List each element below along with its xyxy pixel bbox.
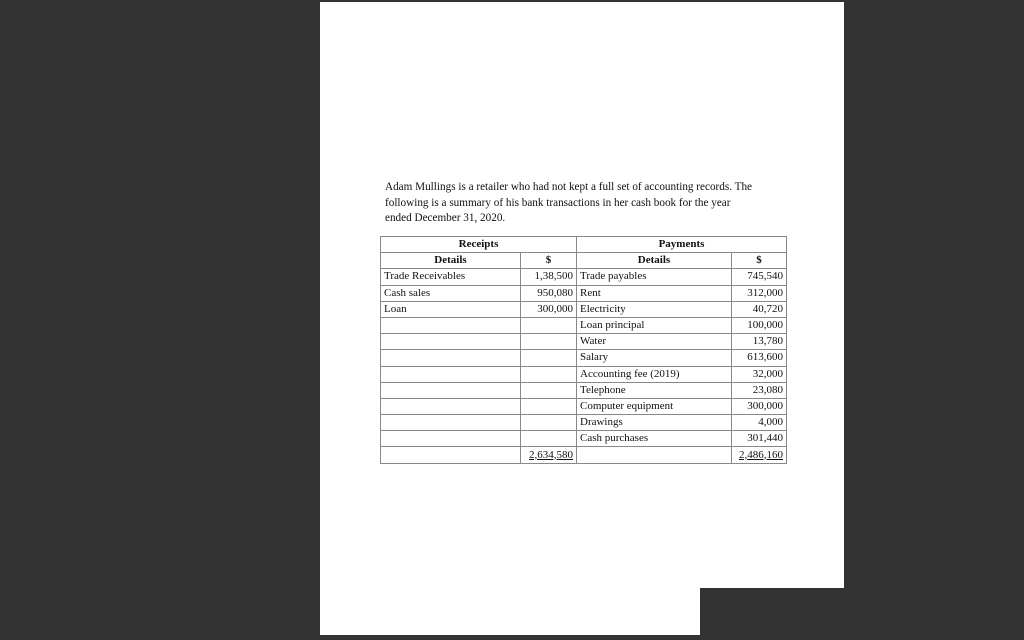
payment-detail: Computer equipment (577, 398, 732, 414)
table-row (381, 285, 787, 301)
table-row (381, 269, 787, 285)
column-header-row (381, 253, 787, 269)
payment-detail: Cash purchases (577, 431, 732, 447)
payment-detail: Salary (577, 350, 732, 366)
receipt-amount (521, 415, 577, 431)
payment-amount: 100,000 (732, 317, 787, 333)
receipts-details-header: Details (381, 253, 521, 269)
receipt-detail (381, 350, 521, 366)
receipts-currency-header: $ (521, 253, 577, 269)
payments-details-header: Details (577, 253, 732, 269)
payment-detail: Rent (577, 285, 732, 301)
payment-amount: 745,540 (732, 269, 787, 285)
receipt-detail (381, 334, 521, 350)
receipt-amount (521, 382, 577, 398)
receipt-detail (381, 382, 521, 398)
payment-amount: 4,000 (732, 415, 787, 431)
intro-line: Adam Mullings is a retailer who had not kept a full set of accounting records. The (385, 181, 753, 193)
payment-detail: Trade payables (577, 269, 732, 285)
receipt-amount (521, 350, 577, 366)
receipt-amount (521, 431, 577, 447)
payments-currency-header: $ (732, 253, 787, 269)
receipts-header: Receipts (381, 237, 577, 253)
table-row (381, 398, 787, 414)
receipt-amount: 1,38,500 (521, 269, 577, 285)
receipts-total-label (381, 447, 521, 463)
totals-row (381, 447, 787, 463)
receipt-amount (521, 398, 577, 414)
payments-total-label (577, 447, 732, 463)
table-row (381, 334, 787, 350)
payment-detail: Water (577, 334, 732, 350)
payment-amount: 13,780 (732, 334, 787, 350)
payment-detail: Telephone (577, 382, 732, 398)
table-row (381, 366, 787, 382)
receipt-detail (381, 366, 521, 382)
payment-amount: 40,720 (732, 301, 787, 317)
payments-header: Payments (577, 237, 787, 253)
payment-detail: Drawings (577, 415, 732, 431)
intro-paragraph (385, 180, 795, 227)
receipt-detail (381, 398, 521, 414)
document-page-lower (320, 588, 700, 635)
payment-amount: 312,000 (732, 285, 787, 301)
table-row (381, 415, 787, 431)
receipt-detail (381, 415, 521, 431)
cash-book-table (380, 236, 787, 464)
receipt-amount (521, 366, 577, 382)
table-row (381, 350, 787, 366)
intro-line: ended December 31, 2020. (385, 212, 506, 224)
receipt-detail: Loan (381, 301, 521, 317)
intro-line: following is a summary of his bank transactions in her cash book for the year (385, 196, 731, 209)
payment-amount: 23,080 (732, 382, 787, 398)
receipt-amount: 950,080 (521, 285, 577, 301)
table-row (381, 382, 787, 398)
table-row (381, 317, 787, 333)
section-header-row (381, 237, 787, 253)
payment-amount: 301,440 (732, 431, 787, 447)
payment-detail: Electricity (577, 301, 732, 317)
receipt-amount: 300,000 (521, 301, 577, 317)
receipt-amount (521, 334, 577, 350)
receipt-detail (381, 317, 521, 333)
payment-amount: 613,600 (732, 350, 787, 366)
table-row (381, 431, 787, 447)
payment-amount: 300,000 (732, 398, 787, 414)
table-row (381, 301, 787, 317)
payment-amount: 32,000 (732, 366, 787, 382)
receipt-detail (381, 431, 521, 447)
receipt-amount (521, 317, 577, 333)
cash-book-body (381, 269, 787, 447)
receipts-total: 2,634,580 (529, 448, 573, 461)
receipt-detail: Trade Receivables (381, 269, 521, 285)
payment-detail: Accounting fee (2019) (577, 366, 732, 382)
payment-detail: Loan principal (577, 317, 732, 333)
receipt-detail: Cash sales (381, 285, 521, 301)
payments-total: 2,486,160 (739, 448, 783, 461)
